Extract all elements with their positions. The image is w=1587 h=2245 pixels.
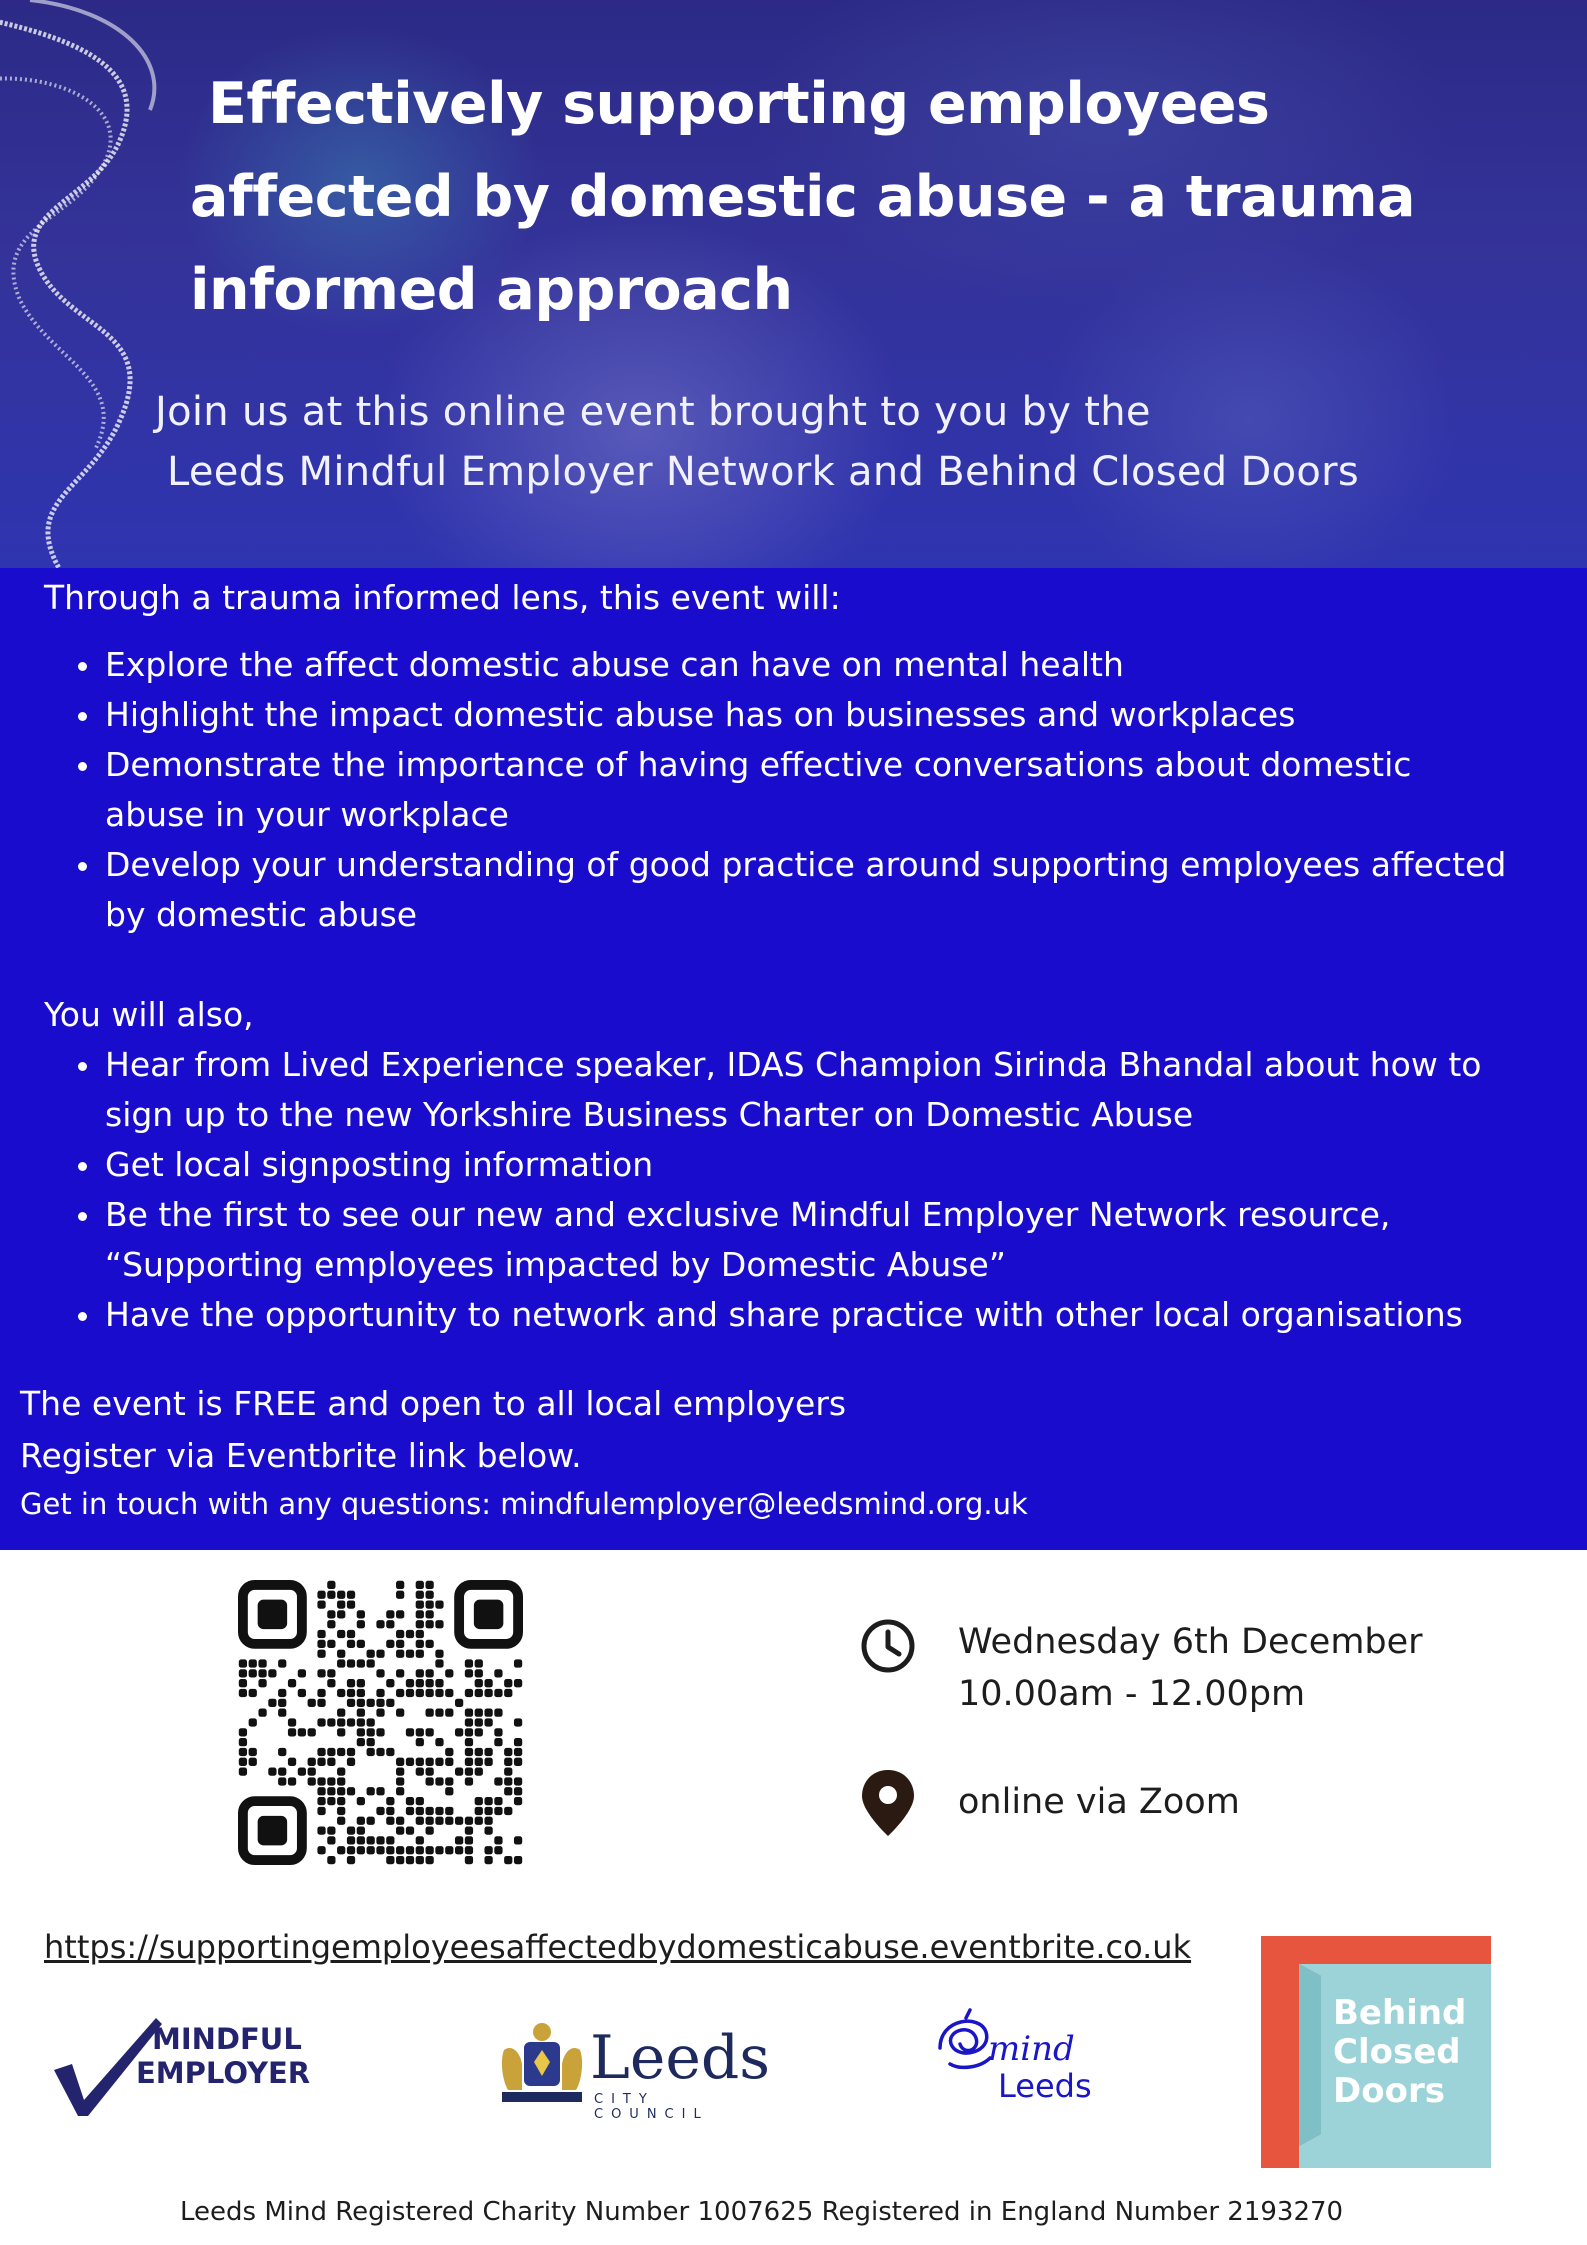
torn-edge-decoration xyxy=(0,1528,1587,1558)
list-item: Get local signposting information xyxy=(72,1140,1542,1190)
also-lead: You will also, xyxy=(44,995,254,1034)
mindful-employer-logo xyxy=(48,2012,311,2122)
extras-list xyxy=(72,1040,1542,1340)
clock-icon xyxy=(858,1616,918,1676)
mind-wordmark: mind xyxy=(988,2029,1075,2069)
event-info-panel xyxy=(0,568,1587,1550)
behind-closed-doors-wordmark: Behind Closed Doors xyxy=(1333,1993,1467,2111)
list-item: Hear from Lived Experience speaker, IDAS Champion Sirinda Bhandal about how to sign up to the new Yorkshire Business Charter on Domestic Abuse xyxy=(72,1040,1542,1140)
event-title-line: Effectively supporting employees xyxy=(208,71,1270,137)
free-note: The event is FREE and open to all local employers xyxy=(20,1384,847,1423)
charity-registration-note: Leeds Mind Registered Charity Number 1007625 Registered in England Number 2193270 xyxy=(180,2197,1344,2227)
coat-of-arms-icon xyxy=(498,2020,586,2106)
list-item: Demonstrate the importance of having effective conversations about domestic abuse in your workplace xyxy=(72,740,1542,840)
event-subtitle xyxy=(155,382,1555,502)
city-council-text: CITY COUNCIL xyxy=(594,2092,709,2122)
location-pin-icon xyxy=(858,1768,918,1838)
behind-closed-doors-logo xyxy=(1261,1936,1491,2168)
event-subtitle-line: Leeds Mindful Employer Network and Behind Closed Doors xyxy=(167,449,1360,495)
event-time: 10.00am - 12.00pm xyxy=(958,1674,1306,1714)
event-date-time-text xyxy=(958,1616,1423,1720)
hero-banner xyxy=(0,0,1587,570)
list-item: Develop your understanding of good practice around supporting employees affected by domestic abuse xyxy=(72,840,1542,940)
contact-note: Get in touch with any questions: mindfulemployer@leedsmind.org.uk xyxy=(20,1487,1028,1521)
list-item: Explore the affect domestic abuse can have on mental health xyxy=(72,640,1542,690)
chalk-swirl-decoration xyxy=(0,0,180,570)
mind-leeds-logo xyxy=(930,2008,1130,2118)
mind-leeds-wordmark: Leeds xyxy=(998,2067,1092,2105)
list-item: Be the first to see our new and exclusive Mindful Employer Network resource, “Supporting employees impacted by Domestic Abuse” xyxy=(72,1190,1542,1290)
leeds-city-council-logo xyxy=(498,2020,780,2122)
event-title xyxy=(190,58,1510,337)
event-subtitle-line: Join us at this online event brought to you by the xyxy=(155,389,1151,435)
leeds-wordmark: Leeds xyxy=(590,2023,771,2093)
eventbrite-link[interactable]: https://supportingemployeesaffectedbydomesticabuse.eventbrite.co.uk xyxy=(44,1928,1192,1966)
register-note: Register via Eventbrite link below. xyxy=(20,1436,582,1475)
aims-list xyxy=(72,640,1542,940)
list-item: Highlight the impact domestic abuse has on businesses and workplaces xyxy=(72,690,1542,740)
qr-code[interactable] xyxy=(238,1580,523,1865)
list-item: Have the opportunity to network and share practice with other local organisations xyxy=(72,1290,1542,1340)
mindful-employer-wordmark: MINDFUL EMPLOYER xyxy=(136,2022,311,2090)
aims-lead: Through a trauma informed lens, this event will: xyxy=(44,578,841,617)
event-title-line: informed approach xyxy=(190,257,793,323)
event-date: Wednesday 6th December xyxy=(958,1622,1423,1662)
event-title-line: affected by domestic abuse - a trauma xyxy=(190,164,1416,230)
event-location-text: online via Zoom xyxy=(958,1782,1240,1822)
